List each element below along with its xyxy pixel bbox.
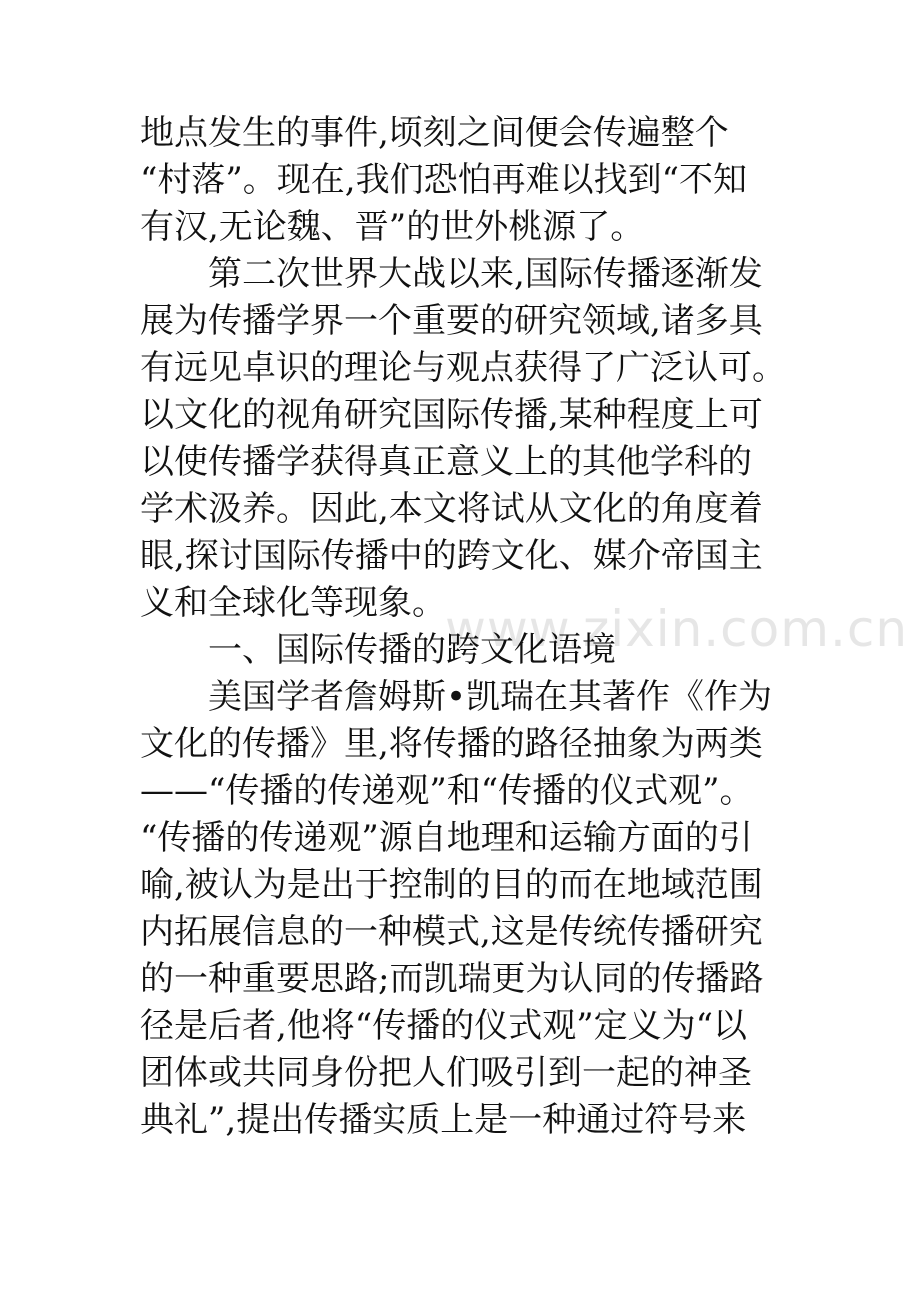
paragraph-start-line: 美国学者詹姆斯•凯瑞在其著作《作为 xyxy=(208,677,773,717)
text-line: ——“传播的传递观”和“传播的仪式观”。 xyxy=(140,771,754,811)
text-line: 地点发生的事件,顷刻之间便会传遍整个 xyxy=(140,113,729,153)
paragraph-start-line: 第二次世界大战以来,国际传播逐渐发 xyxy=(208,254,763,294)
text-line: 的一种重要思路;而凯瑞更为认同的传播路 xyxy=(140,959,764,999)
body-text xyxy=(140,110,800,1144)
text-line: 学术汲养。因此,本文将试从文化的角度着 xyxy=(140,489,763,529)
text-line: 内拓展信息的一种模式,这是传统传播研究 xyxy=(140,912,763,952)
text-line: 团体或共同身份把人们吸引到一起的神圣 xyxy=(140,1053,752,1093)
text-line: “村落”。现在,我们恐怕再难以找到“不知 xyxy=(140,160,747,200)
text-line: “传播的传递观”源自地理和运输方面的引 xyxy=(140,818,753,858)
text-line: 喻,被认为是出于控制的目的而在地域范围 xyxy=(140,865,763,905)
text-line: 有远见卓识的理论与观点获得了广泛认可。 xyxy=(140,348,786,388)
text-line: 有汉,无论魏、晋”的世外桃源了。 xyxy=(140,207,645,247)
text-line: 展为传播学界一个重要的研究领域,诸多具 xyxy=(140,301,763,341)
text-line: 义和全球化等现象。 xyxy=(140,583,446,623)
text-line: 以文化的视角研究国际传播,某种程度上可 xyxy=(140,395,763,435)
text-line: 眼,探讨国际传播中的跨文化、媒介帝国主 xyxy=(140,536,763,576)
text-line: 以使传播学获得真正意义上的其他学科的 xyxy=(140,442,752,482)
text-line: 典礼”,提出传播实质上是一种通过符号来 xyxy=(140,1100,747,1140)
text-line: 径是后者,他将“传播的仪式观”定义为“以 xyxy=(140,1006,747,1046)
section-heading: 一、国际传播的跨文化语境 xyxy=(208,630,616,670)
watermark: www.zixin.com.cn xyxy=(445,600,909,658)
text-line: 文化的传播》里,将传播的路径抽象为两类 xyxy=(140,724,763,764)
